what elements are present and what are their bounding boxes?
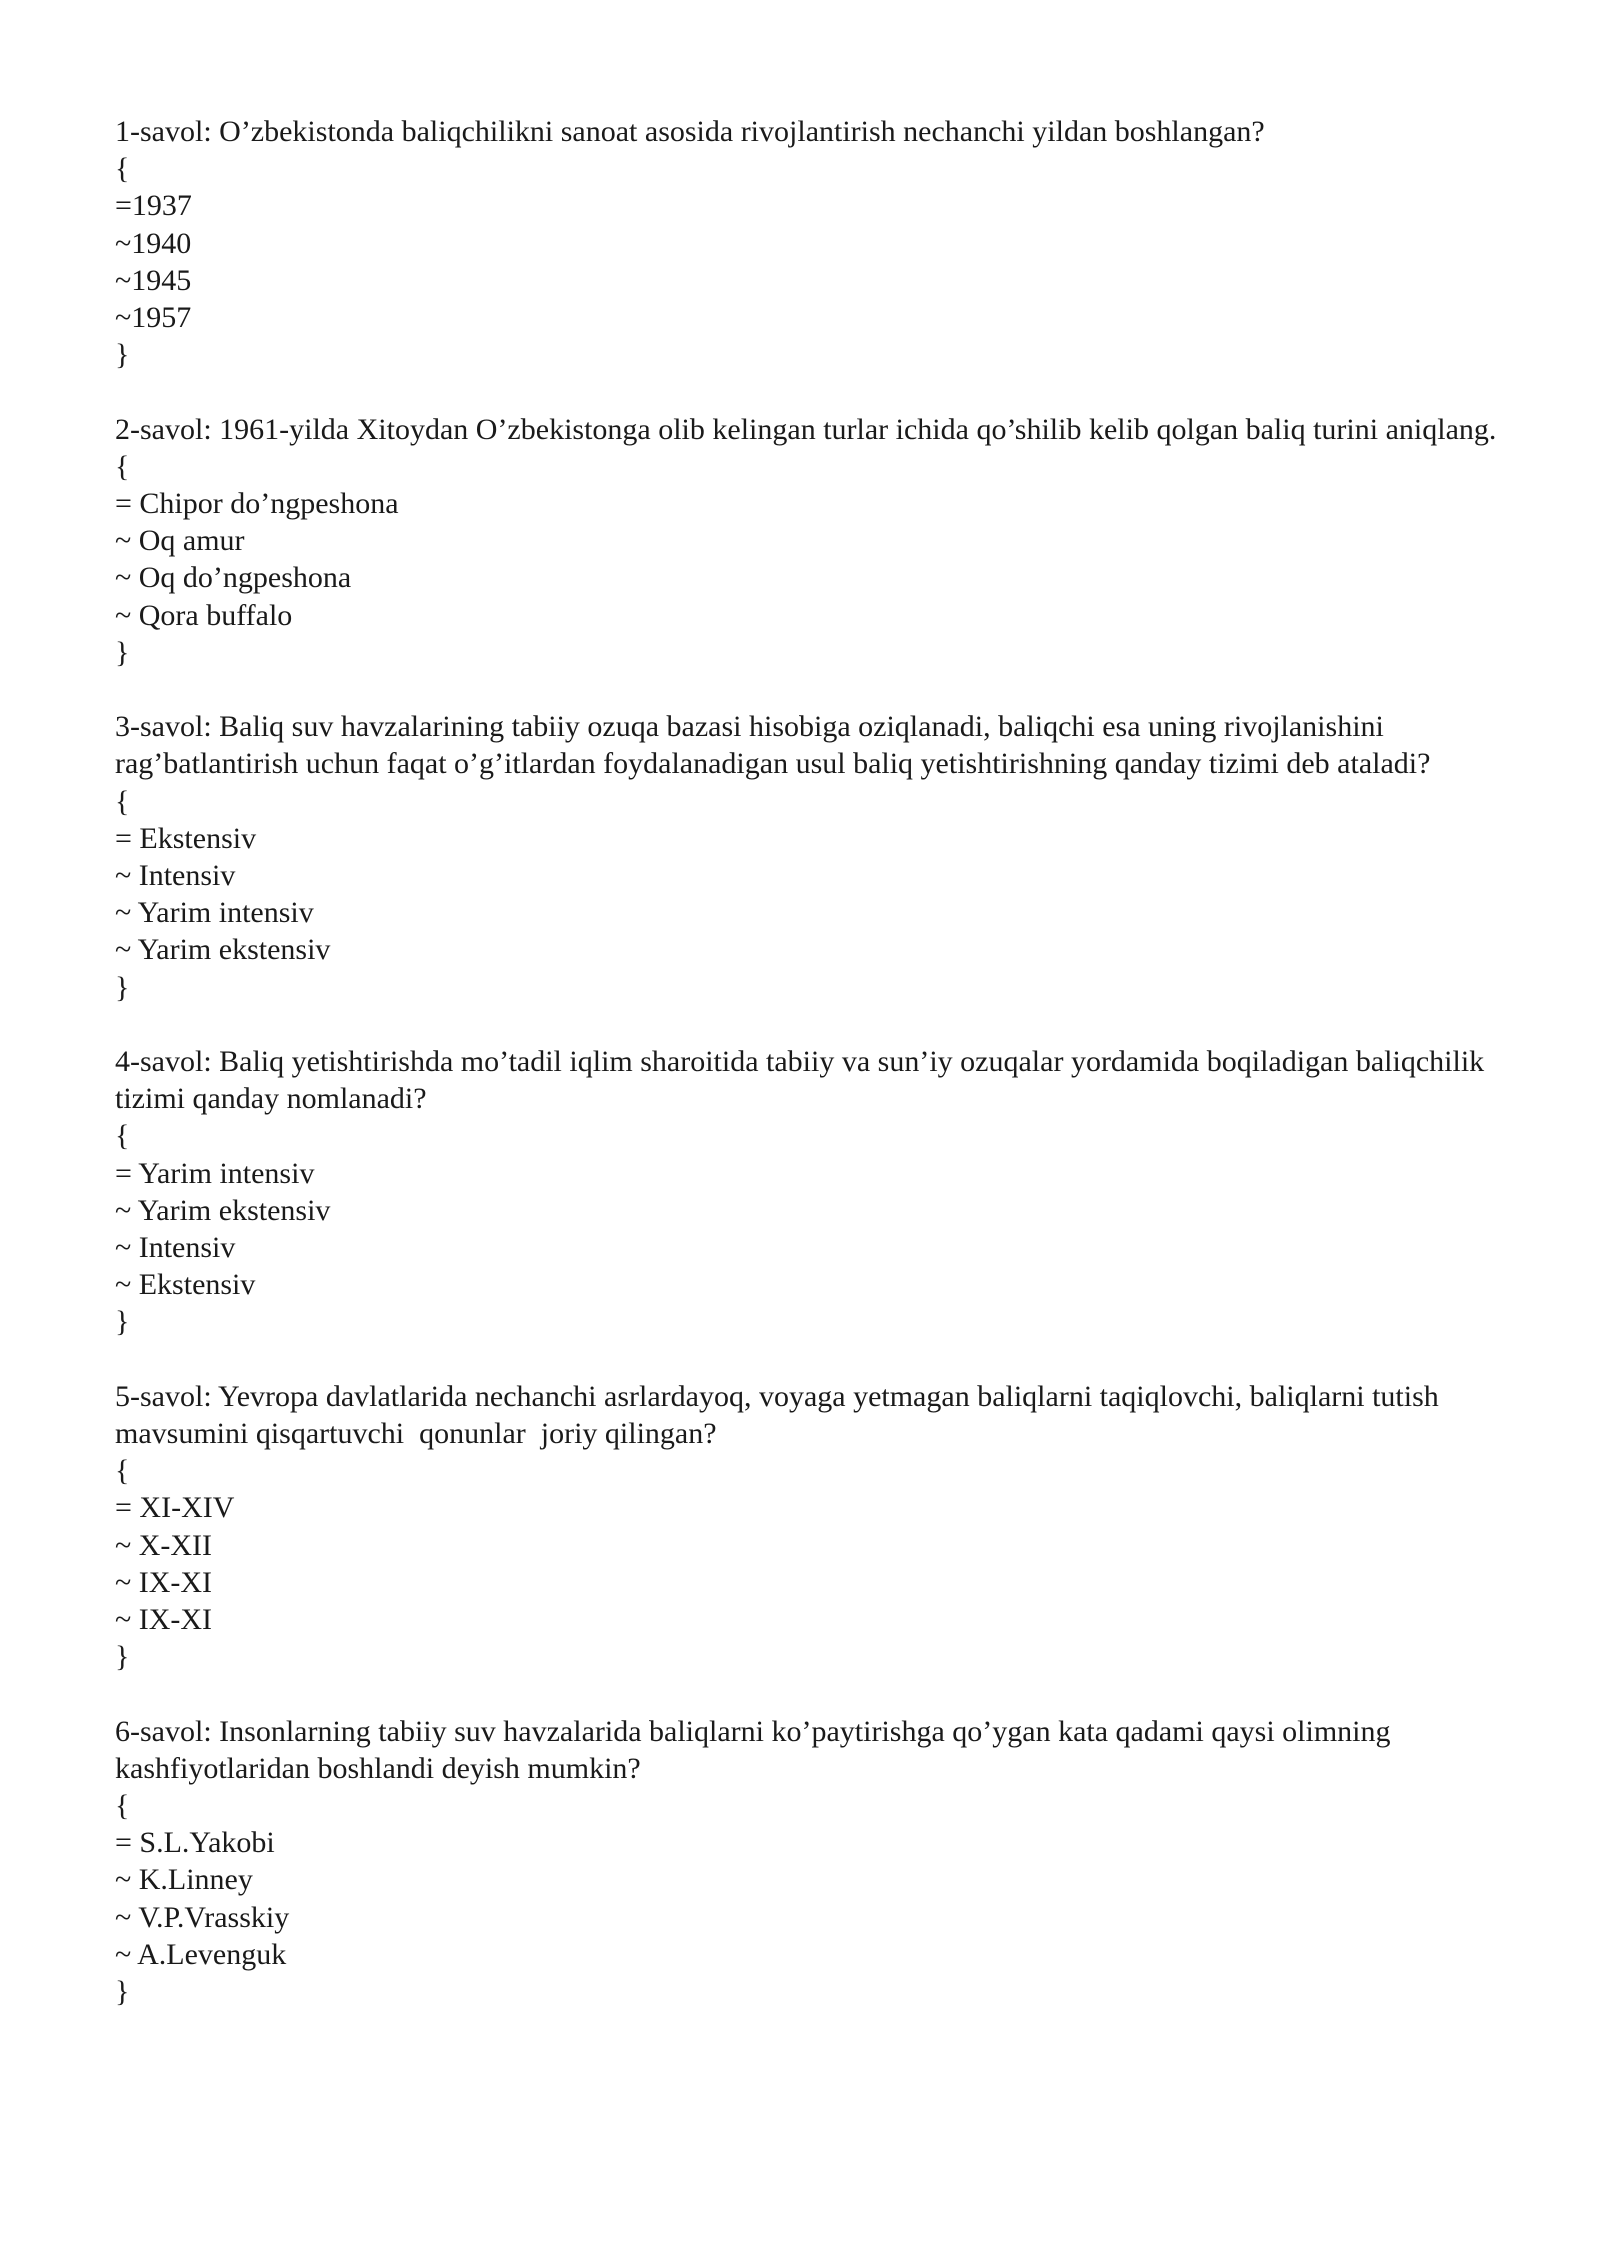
answer-option: = Yarim intensiv bbox=[115, 1156, 315, 1190]
answer-option: = Chipor do’ngpeshona bbox=[115, 487, 399, 521]
answer-option: ~ K.Linney bbox=[115, 1863, 253, 1897]
answer-option: = XI-XIV bbox=[115, 1491, 235, 1525]
answer-option: ~ Yarim ekstensiv bbox=[115, 1193, 331, 1227]
question-text: 4-savol: Baliq yetishtirishda mo’tadil iqlim sharoitida tabiiy va sun’iy ozuqalar yordamida boqiladigan baliqchilik tizimi qanday nomlanadi? bbox=[115, 1045, 1492, 1116]
open-brace: { bbox=[115, 1119, 130, 1153]
question-text: 3-savol: Baliq suv havzalarining tabiiy ozuqa bazasi hisobiga oziqlanadi, baliqchi esa uning rivojlanishini rag’batlantirish uchun faqat o’g’itlardan foydalanadigan usul baliq yetishtirishning qanday tizimi deb ataladi? bbox=[115, 710, 1431, 781]
open-brace: { bbox=[115, 784, 130, 818]
open-brace: { bbox=[115, 152, 130, 186]
answer-option: ~1957 bbox=[115, 301, 192, 335]
question-text: 6-savol: Insonlarning tabiiy suv havzalarida baliqlarni ko’paytirishga qo’ygan kata qadami qaysi olimning kashfiyotlaridan boshlandi deyish mumkin? bbox=[115, 1714, 1399, 1785]
answer-option: ~ IX-XI bbox=[115, 1603, 213, 1637]
close-brace: } bbox=[115, 1640, 130, 1674]
question-block-3 bbox=[115, 708, 1505, 1006]
answer-option: =1937 bbox=[115, 189, 192, 223]
open-brace: { bbox=[115, 449, 130, 483]
close-brace: } bbox=[115, 970, 130, 1004]
open-brace: { bbox=[115, 1454, 130, 1488]
question-block-5 bbox=[115, 1378, 1505, 1676]
question-block-4 bbox=[115, 1043, 1505, 1341]
question-text: 1-savol: O’zbekistonda baliqchilikni sanoat asosida rivojlantirish nechanchi yildan boshlangan? bbox=[115, 115, 1265, 148]
answer-option: ~ X-XII bbox=[115, 1528, 213, 1562]
answer-option: ~ A.Levenguk bbox=[115, 1937, 287, 1971]
close-brace: } bbox=[115, 1975, 130, 2009]
answer-option: ~ Oq do’ngpeshona bbox=[115, 561, 352, 595]
open-brace: { bbox=[115, 1789, 130, 1823]
answer-option: ~ V.P.Vrasskiy bbox=[115, 1900, 290, 1934]
close-brace: } bbox=[115, 1305, 130, 1339]
answer-option: ~ Oq amur bbox=[115, 524, 245, 558]
answer-option: ~ Qora buffalo bbox=[115, 598, 293, 632]
question-block-2 bbox=[115, 411, 1505, 671]
close-brace: } bbox=[115, 635, 130, 669]
question-block-1 bbox=[115, 113, 1505, 373]
answer-option: ~ Ekstensiv bbox=[115, 1268, 256, 1302]
answer-option: = S.L.Yakobi bbox=[115, 1826, 275, 1860]
answer-option: ~ Intensiv bbox=[115, 859, 236, 893]
answer-option: ~ IX-XI bbox=[115, 1565, 213, 1599]
question-text: 5-savol: Yevropa davlatlarida nechanchi asrlardayoq, voyaga yetmagan baliqlarni taqiqlovchi, baliqlarni tutish mavsumini qisqartuvchi qonunlar joriy qilingan? bbox=[115, 1379, 1447, 1451]
answer-option: ~ Yarim ekstensiv bbox=[115, 933, 331, 967]
close-brace: } bbox=[115, 338, 130, 372]
document-page bbox=[115, 113, 1505, 2047]
answer-option: ~ Intensiv bbox=[115, 1231, 236, 1265]
answer-option: ~ Yarim intensiv bbox=[115, 896, 314, 930]
question-block-6 bbox=[115, 1713, 1505, 2011]
answer-option: ~1945 bbox=[115, 263, 192, 297]
answer-option: = Ekstensiv bbox=[115, 821, 257, 855]
question-text: 2-savol: 1961-yilda Xitoydan O’zbekistonga olib kelingan turlar ichida qo’shilib kelib qolgan baliq turini aniqlang. bbox=[115, 412, 1497, 446]
answer-option: ~1940 bbox=[115, 226, 192, 260]
